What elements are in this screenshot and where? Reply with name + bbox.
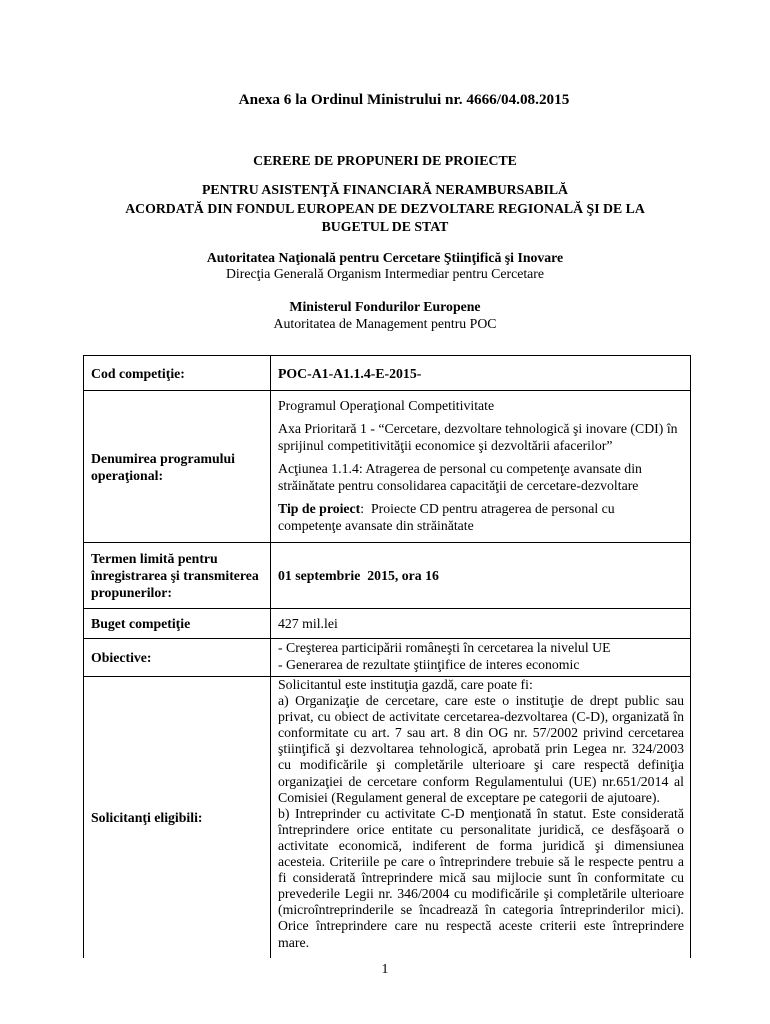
text-line: fi considerată întreprindere mică sau mijlocie sunt în conformitate cu: [278, 870, 684, 886]
project-type: [278, 500, 684, 534]
authority-name: Autoritatea Naţională pentru Cercetare Ştiinţifică şi Inovare: [206, 250, 564, 265]
eligibility-paragraph: [278, 677, 684, 693]
programme-label: [84, 391, 271, 542]
table-row-competition-code: [84, 355, 690, 390]
text-line: Acţiunea 1.1.4: Atragerea de personal cu competenţe avansate din: [278, 461, 642, 476]
label-line: propunerilor:: [91, 585, 172, 600]
budget-label: [84, 609, 271, 638]
annex-title: Anexa 6 la Ordinul Ministrului nr. 4666/04.08.2015: [238, 91, 570, 108]
text-line: (microîntreprinderile se încadrează în categoria întreprinderilor mici).: [278, 902, 684, 918]
competition-code-label: [84, 356, 271, 390]
text-line: privat, cu obiect de activitate cercetarea-dezvoltarea (C-D), organizată în: [278, 709, 684, 725]
table-row-eligible-applicants: [84, 676, 690, 958]
text-line: străinătate pentru consolidarea capacităţii de cercetare-dezvoltare: [278, 478, 639, 493]
programme-name: Programul Operaţional Competitivitate: [278, 398, 495, 413]
text-line: sprijinul competitivităţii economice şi dezvoltării afacerilor”: [278, 438, 613, 453]
label-line: Termen limită pentru: [91, 551, 218, 566]
page-number: 1: [381, 961, 389, 976]
text-line: cu modificările şi completările ulterioare şi care respectă definiţia: [278, 757, 684, 773]
priority-axis: [278, 420, 684, 454]
label-text: Obiective:: [91, 650, 152, 665]
text-line: a) Organizaţie de cercetare, care este o instituţie de drept public sau: [278, 693, 684, 709]
label-text: Solicitanţi eligibili:: [91, 810, 203, 825]
text-line: Comisiei (Regulament general de exceptare pe categorii de ajutoare).: [278, 789, 660, 805]
text-line: Orice întreprindere care nu respectă aceste criterii este întreprindere: [278, 918, 684, 934]
text-line: b) Intreprinder cu activitate C-D menţionată în statut. Este considerată: [278, 805, 684, 821]
eligible-applicants-text: [271, 677, 690, 958]
project-type-label: Tip de proiect: [278, 501, 361, 516]
text-line: mare.: [278, 934, 310, 950]
eligibility-paragraph: [278, 693, 684, 806]
label-line: Denumirea programului: [91, 450, 235, 466]
table-row-deadline: [84, 542, 690, 608]
table-row-objectives: [84, 638, 690, 676]
subtitle-line: BUGETUL DE STAT: [321, 219, 449, 234]
authority-unit: Direcţia Generală Organism Intermediar pentru Cercetare: [225, 266, 545, 281]
objective-item: - Creşterea participării româneşti în cercetarea la nivelul UE: [278, 640, 611, 655]
ministry-unit: Autoritatea de Management pentru POC: [273, 315, 497, 331]
text-line: Axa Prioritară 1 - “Cercetare, dezvoltare tehnologică şi inovare (CDI) în: [278, 421, 678, 436]
competition-code-value: [271, 356, 690, 390]
label-text: Cod competiţie:: [91, 365, 185, 381]
subtitle-line: ACORDATĂ DIN FONDUL EUROPEAN DE DEZVOLTARE REGIONALĂ ŞI DE LA: [125, 200, 645, 216]
text-line: Solicitantul este instituţia gazdă, care poate fi:: [278, 677, 533, 692]
subtitle-line: PENTRU ASISTENŢĂ FINANCIARĂ NERAMBURSABILĂ: [201, 182, 569, 197]
ministry-name: Ministerul Fondurilor Europene: [289, 298, 481, 314]
value-text: 01 septembrie 2015, ora 16: [278, 568, 439, 583]
objective-item: - Generarea de rezultate ştiinţifice de interes economic: [278, 657, 580, 672]
label-line: înregistrarea şi transmiterea: [91, 568, 259, 583]
text-line: prevederile Legii nr. 346/2004 cu modificările şi completările ulterioare: [278, 886, 684, 902]
text-line: ştiinţifică şi dezvoltarea tehnologică, aprobată prin Legea nr. 324/2003: [278, 741, 684, 757]
call-title: CERERE DE PROPUNERI DE PROIECTE: [253, 153, 517, 168]
project-type-text: : Proiecte CD pentru atragerea de personal cu: [360, 501, 615, 516]
programme-description: [271, 391, 690, 542]
value-text: 427 mil.lei: [278, 616, 338, 631]
text-line: competenţe avansate din străinătate: [278, 518, 474, 533]
text-line: [278, 500, 684, 517]
ministry-block: [0, 298, 770, 332]
value-text: POC-A1-A1.1.4-E-2015-: [278, 365, 422, 381]
action: [278, 460, 684, 494]
label-line: operaţional:: [91, 467, 164, 483]
eligible-applicants-label: [84, 677, 271, 958]
text-line: acesteia. Criteriile pe care o întreprindere trebuie să le respecte pentru a: [278, 854, 684, 870]
text-line: organizaţiei de cercetare conform Regulamentului (UE) nr.651/2014 al: [278, 773, 684, 789]
call-details-table: [83, 355, 691, 958]
text-line: întreprindere orice entitate cu personalitate juridică, ce desfăşoară o: [278, 821, 684, 837]
text-line: activitate economică, indiferent de forma juridică şi dimensiunea: [278, 837, 684, 853]
objectives-label: [84, 639, 271, 676]
authority-block: [0, 250, 770, 282]
deadline-value: [271, 543, 690, 608]
table-row-budget: [84, 608, 690, 638]
call-subtitle: [0, 181, 770, 237]
text-line: conformitate cu art. 7 sau art. 8 din OG nr. 57/2002 privind cercetarea: [278, 725, 684, 741]
label-text: Buget competiţie: [91, 616, 191, 631]
eligibility-paragraph: [278, 806, 684, 951]
objectives-list: [271, 639, 690, 676]
table-row-programme: [84, 390, 690, 542]
budget-value: [271, 609, 690, 638]
deadline-label: [84, 543, 271, 608]
